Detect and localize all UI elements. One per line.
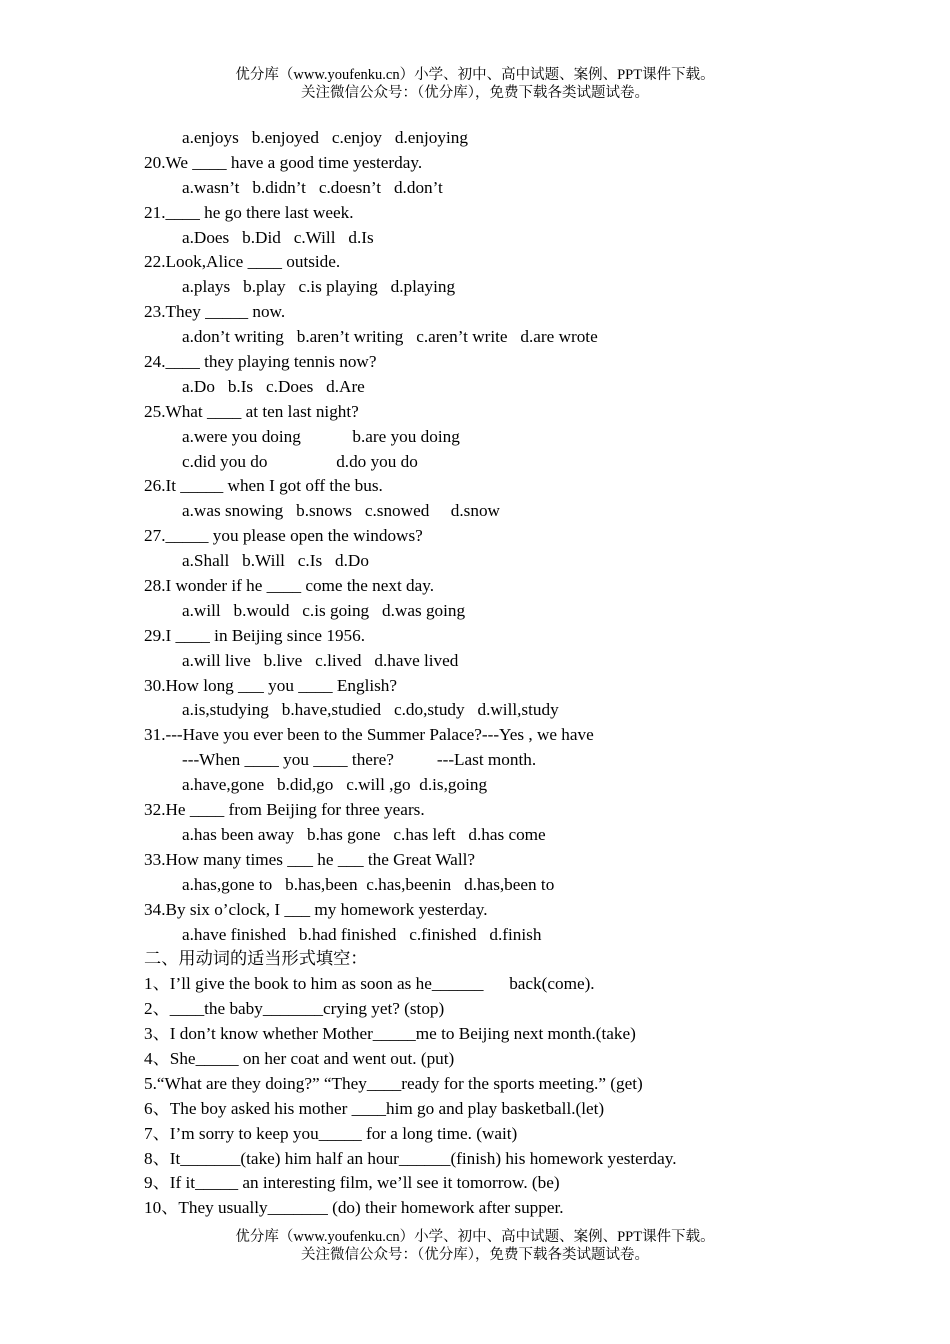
question-line: 33.How many times ___ he ___ the Great Wall? [144, 849, 475, 869]
question-line: 1、I’ll give the book to him as soon as he______ back(come). [144, 974, 595, 994]
question-line: 31.---Have you ever been to the Summer Palace?---Yes , we have [144, 725, 594, 745]
answer-options: c.did you do d.do you do [182, 451, 418, 471]
answer-options: a.will b.would c.is going d.was going [182, 600, 466, 620]
question-line: 34.By six o’clock, I ___ my homework yesterday. [144, 899, 488, 919]
answer-options: a.is,studying b.have,studied c.do,study d.will,study [182, 700, 559, 720]
header-line-2: 关注微信公众号：（优分库），免费下载各类试题试卷。 [301, 85, 649, 101]
answer-options: a.wasn’t b.didn’t c.doesn’t d.don’t [182, 177, 443, 197]
answer-options: a.were you doing b.are you doing [182, 426, 460, 446]
page-footer [0, 1228, 950, 1264]
question-line: 6、The boy asked his mother ____him go and play basketball.(let) [144, 1098, 605, 1118]
question-line: 7、I’m sorry to keep you_____ for a long time. (wait) [144, 1123, 518, 1143]
answer-options: a.Does b.Did c.Will d.Is [182, 227, 374, 247]
question-line: 8、It_______(take) him half an hour______(finish) his homework yesterday. [144, 1148, 677, 1168]
question-line: 27._____ you please open the windows? [144, 526, 423, 546]
footer-line-2: 关注微信公众号：（优分库），免费下载各类试题试卷。 [301, 1247, 649, 1263]
worksheet-body [144, 126, 924, 1221]
answer-options: a.don’t writing b.aren’t writing c.aren’t write d.are wrote [182, 327, 598, 347]
answer-options: a.plays b.play c.is playing d.playing [182, 277, 456, 297]
answer-options: a.was snowing b.snows c.snowed d.snow [182, 501, 500, 521]
question-line: 28.I wonder if he ____ come the next day. [144, 576, 435, 596]
question-line: 25.What ____ at ten last night? [144, 401, 359, 421]
question-line: 二、用动词的适当形式填空： [144, 949, 368, 969]
question-line: 24.____ they playing tennis now? [144, 352, 377, 372]
answer-options: a.have finished b.had finished c.finished d.finish [182, 924, 542, 944]
answer-options: a.have,gone b.did,go c.will ,go d.is,going [182, 775, 488, 795]
question-line: 30.How long ___ you ____ English? [144, 675, 398, 695]
question-line: 32.He ____ from Beijing for three years. [144, 800, 425, 820]
answer-options: a.enjoys b.enjoyed c.enjoy d.enjoying [182, 128, 468, 147]
question-line: 3、I don’t know whether Mother_____me to Beijing next month.(take) [144, 1024, 636, 1044]
question-line: 22.Look,Alice ____ outside. [144, 252, 341, 272]
question-line: 5.“What are they doing?” “They____ready for the sports meeting.” (get) [144, 1073, 643, 1093]
answer-options: a.has,gone to b.has,been c.has,beenin d.has,been to [182, 874, 555, 894]
answer-options: ---When ____ you ____ there? ---Last month. [182, 750, 537, 770]
question-line: 23.They _____ now. [144, 302, 286, 322]
footer-line-1: 优分库（www.youfenku.cn）小学、初中、高中试题、案例、PPT课件下载。 [235, 1229, 715, 1245]
question-line: 29.I ____ in Beijing since 1956. [144, 625, 366, 645]
question-line: 4、She_____ on her coat and went out. (put) [144, 1048, 455, 1068]
header-line-1: 优分库（www.youfenku.cn）小学、初中、高中试题、案例、PPT课件下载。 [235, 67, 715, 83]
answer-options: a.has been away b.has gone c.has left d.has come [182, 824, 546, 844]
answer-options: a.will live b.live c.lived d.have lived [182, 650, 459, 670]
question-line: 9、If it_____ an interesting film, we’ll see it tomorrow. (be) [144, 1173, 560, 1193]
page-header [0, 66, 950, 102]
question-line: 10、They usually_______ (do) their homework after supper. [144, 1198, 564, 1218]
answer-options: a.Do b.Is c.Does d.Are [182, 376, 365, 396]
question-line: 21.____ he go there last week. [144, 202, 354, 222]
question-line: 20.We ____ have a good time yesterday. [144, 152, 423, 172]
question-line: 26.It _____ when I got off the bus. [144, 476, 383, 496]
answer-options: a.Shall b.Will c.Is d.Do [182, 551, 369, 571]
question-line: 2、____the baby_______crying yet? (stop) [144, 999, 445, 1019]
